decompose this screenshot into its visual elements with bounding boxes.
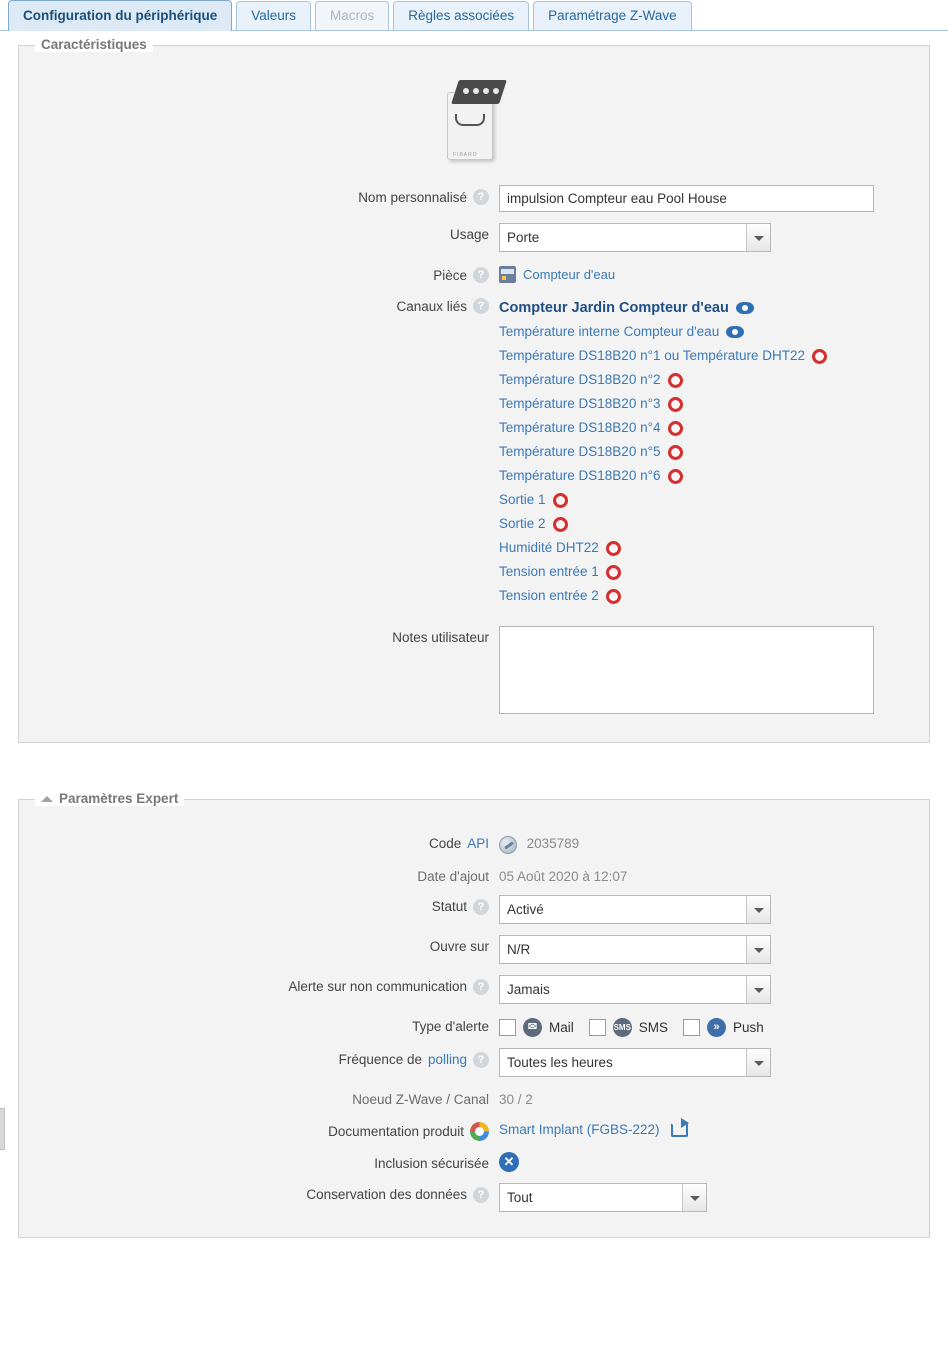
status-selected-value: Activé [507,901,544,917]
notes-label-wrap [29,626,499,645]
data-retention-selected-value: Tout [507,1189,533,1205]
chevron-down-icon[interactable] [746,976,770,1003]
polling-selected-value: Toutes les heures [507,1054,613,1070]
row-opens-on [29,935,919,964]
channel-link[interactable]: Température DS18B20 n°3 [499,396,661,411]
list-item[interactable] [499,320,919,344]
channel-link[interactable]: Température DS18B20 n°4 [499,420,661,435]
lifebuoy-icon[interactable] [553,517,568,532]
row-zwave-node [29,1088,919,1107]
room-label-wrap [29,263,499,283]
channel-link[interactable]: Température DS18B20 n°6 [499,468,661,483]
row-documentation [29,1118,919,1141]
retention-field-wrap [499,1183,919,1212]
channels-list [499,294,919,608]
tab-label: Macros [330,8,375,23]
list-item[interactable] [499,368,919,392]
expert-legend[interactable] [35,791,184,806]
section-spacer [0,743,948,785]
help-icon[interactable]: ? [473,267,489,283]
sms-alert-label: SMS [638,1019,669,1035]
list-item[interactable] [499,440,919,464]
data-retention-select[interactable] [499,1183,707,1212]
lifebuoy-icon[interactable] [668,445,683,460]
row-usage [29,223,919,252]
status-label: Statut [431,899,467,915]
chevron-down-icon[interactable] [682,1184,706,1211]
room-field-wrap [499,263,919,283]
api-label-wrap [29,832,499,851]
lifebuoy-icon[interactable] [606,565,621,580]
zwave-node-value: 30 / 2 [499,1091,533,1107]
sms-icon: SMS [613,1018,632,1037]
polling-field-wrap [499,1048,919,1077]
api-link[interactable]: API [467,836,489,851]
row-secure-inclusion [29,1152,919,1172]
chevron-up-icon[interactable] [41,796,53,802]
polling-select[interactable] [499,1048,771,1077]
lifebuoy-icon[interactable] [668,421,683,436]
nocomm-field-wrap [499,975,919,1004]
lifebuoy-icon[interactable] [553,493,568,508]
list-item[interactable] [499,560,919,584]
lifebuoy-icon[interactable] [668,397,683,412]
documentation-label: Documentation produit [328,1123,464,1139]
chevron-down-icon[interactable] [746,1049,770,1076]
help-icon[interactable]: ? [473,899,489,915]
date-added-label: Date d'ajout [417,868,489,884]
notes-textarea[interactable] [499,626,874,714]
secure-label-wrap [29,1152,499,1171]
channel-link[interactable]: Tension entrée 1 [499,564,599,579]
mail-alert-label: Mail [549,1019,574,1035]
row-custom-name [29,185,919,212]
side-panel-handle[interactable] [0,1108,5,1150]
usage-select[interactable] [499,223,771,252]
room-value-wrap [499,263,919,283]
row-room [29,263,919,283]
channel-link[interactable]: Compteur Jardin Compteur d'eau [499,300,729,316]
channel-link[interactable]: Température DS18B20 n°5 [499,444,661,459]
row-no-communication-alert [29,975,919,1004]
list-item[interactable] [499,392,919,416]
notes-field-wrap [499,626,919,717]
tab-label: Valeurs [251,8,297,23]
key-icon[interactable] [499,836,517,854]
polling-link[interactable]: polling [427,1052,467,1068]
tab-label: Paramétrage Z-Wave [548,8,677,23]
lifebuoy-icon[interactable] [606,589,621,604]
channel-link[interactable]: Température interne Compteur d'eau [499,324,720,339]
expert-legend-label: Paramètres Expert [59,791,179,806]
node-label-wrap [29,1088,499,1107]
nocomm-label: Alerte sur non communication [288,979,467,995]
tab-regles-associees[interactable] [393,1,529,30]
page-body [0,37,948,1238]
data-retention-label: Conservation des données [306,1187,467,1203]
channel-link[interactable]: Température DS18B20 n°1 ou Température DHT22 [499,348,806,363]
channels-label: Canaux liés [396,298,467,314]
secure-value-wrap [499,1152,919,1172]
push-alert-checkbox[interactable] [683,1019,700,1036]
sms-alert-checkbox[interactable] [589,1019,606,1036]
row-api-code [29,832,919,854]
chevron-down-icon[interactable] [746,896,770,923]
list-item[interactable] [499,464,919,488]
list-item[interactable] [499,536,919,560]
characteristics-panel [18,37,930,743]
device-product-image [441,78,507,164]
usage-field-wrap [499,223,919,252]
channel-link[interactable]: Sortie 1 [499,492,546,507]
node-value-wrap [499,1088,919,1107]
documentation-link[interactable]: Smart Implant (FGBS-222) [499,1121,660,1137]
tab-label: Règles associées [408,8,515,23]
lifebuoy-icon[interactable] [668,469,683,484]
meter-icon [499,266,516,283]
tab-label: Configuration du périphérique [23,8,218,23]
list-item[interactable] [499,512,919,536]
device-terminals-icon [463,88,499,94]
opens-on-select[interactable] [499,935,771,964]
eye-icon[interactable] [726,326,744,338]
row-alert-type [29,1015,919,1037]
status-field-wrap [499,895,919,924]
channels-label-wrap [29,294,499,314]
list-item[interactable] [499,584,919,608]
eye-icon[interactable] [736,302,754,314]
list-item[interactable] [499,488,919,512]
nocomm-select[interactable] [499,975,771,1004]
tab-valeurs[interactable] [236,1,311,30]
status-select[interactable] [499,895,771,924]
lifebuoy-icon[interactable] [668,373,683,388]
room-link[interactable]: Compteur d'eau [523,267,616,282]
lifebuoy-icon[interactable] [606,541,621,556]
opens-field-wrap [499,935,919,964]
channel-link[interactable]: Humidité DHT22 [499,540,599,555]
doc-label-wrap [29,1118,499,1141]
list-item[interactable] [499,416,919,440]
opens-on-selected-value: N/R [507,941,531,957]
mail-alert-checkbox[interactable] [499,1019,516,1036]
opens-label-wrap [29,935,499,954]
push-alert-label: Push [733,1019,764,1035]
zwave-node-label: Noeud Z-Wave / Canal [352,1091,489,1107]
external-link-icon[interactable] [671,1123,688,1137]
envelope-icon: ✉ [523,1018,542,1037]
chevron-down-icon[interactable] [746,224,770,251]
device-brand-label: FIBARO [453,152,478,158]
tab-configuration[interactable] [8,0,232,31]
alert-type-options [499,1015,919,1037]
channel-link[interactable]: Température DS18B20 n°2 [499,372,661,387]
help-icon[interactable]: ? [473,979,489,995]
manual-icon[interactable] [470,1122,489,1141]
status-label-wrap [29,895,499,915]
tab-parametrage-zwave[interactable] [533,1,692,30]
list-item[interactable] [499,296,919,320]
retention-label-wrap [29,1183,499,1203]
device-image-container [29,64,919,185]
api-label-prefix: Code [428,836,462,851]
opens-on-label: Ouvre sur [429,938,489,954]
date-added-value: 05 Août 2020 à 12:07 [499,868,628,884]
row-polling [29,1048,919,1077]
custom-name-input[interactable] [499,185,874,212]
x-circle-icon: ✕ [499,1152,519,1172]
secure-inclusion-label: Inclusion sécurisée [374,1155,489,1171]
polling-label-prefix: Fréquence de [338,1052,422,1068]
usage-label-wrap [29,223,499,242]
device-wire-icon [455,114,485,126]
date-value-wrap [499,865,919,884]
date-label-wrap [29,865,499,884]
doc-value-wrap [499,1118,919,1137]
lifebuoy-icon[interactable] [812,349,827,364]
custom-name-label-wrap [29,185,499,205]
characteristics-legend [35,37,153,52]
help-icon[interactable]: ? [473,189,489,205]
tab-bar [0,0,948,31]
chevron-down-icon[interactable] [746,936,770,963]
polling-label-wrap [29,1048,499,1068]
usage-label: Usage [449,227,489,242]
row-channels [29,294,919,608]
api-code-value: 2035789 [526,836,580,851]
room-label: Pièce [433,267,467,283]
nocomm-selected-value: Jamais [507,981,550,997]
help-icon[interactable]: ? [473,1187,489,1203]
help-icon[interactable]: ? [473,298,489,314]
tab-macros [315,1,389,30]
row-data-retention [29,1183,919,1212]
help-icon[interactable]: ? [473,1052,489,1068]
row-status [29,895,919,924]
nocomm-label-wrap [29,975,499,995]
custom-name-label: Nom personnalisé [358,189,467,205]
alert-type-label: Type d'alerte [412,1018,489,1034]
usage-selected-value: Porte [507,230,540,245]
channel-link[interactable]: Tension entrée 2 [499,588,599,603]
api-value-wrap [499,832,919,854]
expert-panel [18,791,930,1238]
push-icon: » [707,1018,726,1037]
alert-type-label-wrap [29,1015,499,1034]
row-date-added [29,865,919,884]
channel-link[interactable]: Sortie 2 [499,516,546,531]
custom-name-field-wrap [499,185,919,212]
row-notes [29,626,919,717]
notes-label: Notes utilisateur [392,630,489,645]
characteristics-legend-label: Caractéristiques [41,37,147,52]
list-item[interactable] [499,344,919,368]
